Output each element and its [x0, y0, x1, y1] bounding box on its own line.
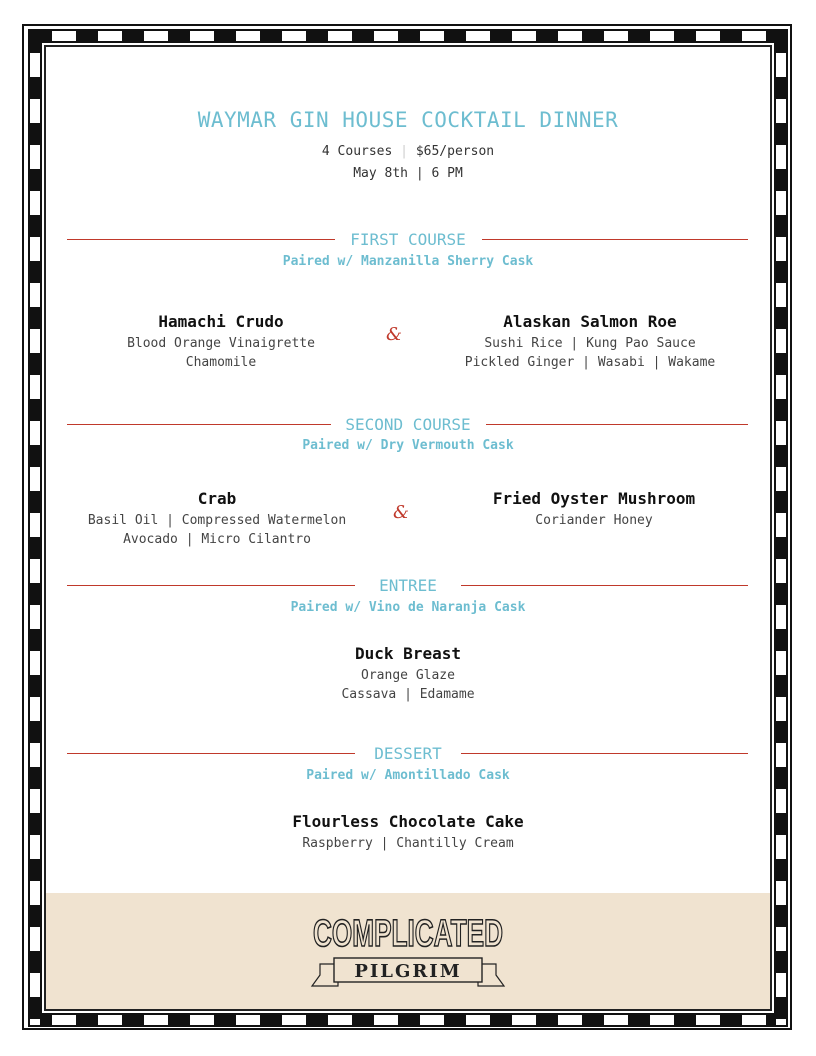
section-pairing: Paired w/ Manzanilla Sherry Cask	[282, 254, 534, 269]
dish	[31, 312, 411, 372]
ampersand: &	[393, 502, 410, 523]
price: $65/person	[415, 144, 495, 159]
dish-description: Basil Oil | Compressed Watermelon	[87, 513, 347, 528]
menu-title: WAYMAR GIN HOUSE COCKTAIL DINNER	[197, 108, 619, 132]
section-heading: DESSERT	[374, 744, 442, 763]
section-pairing: Paired w/ Amontillado Cask	[306, 768, 510, 783]
dish-name: Fried Oyster Mushroom	[492, 489, 696, 508]
svg-text:COMPLICATED: COMPLICATED	[313, 913, 503, 955]
section-heading: FIRST COURSE	[350, 230, 466, 249]
dish	[404, 489, 784, 530]
dish-description: Blood Orange Vinaigrette	[127, 336, 315, 351]
complicated-pilgrim-logo	[308, 908, 508, 992]
dish	[218, 812, 598, 853]
dish-name: Alaskan Salmon Roe	[503, 312, 677, 331]
dish	[400, 312, 780, 372]
ampersand: &	[386, 324, 403, 345]
checker-border-bottom	[28, 1013, 788, 1027]
dish-description: Raspberry | Chantilly Cream	[302, 836, 514, 851]
dish	[27, 489, 410, 549]
dish-description: Orange Glaze	[361, 668, 455, 683]
dish-name: Flourless Chocolate Cake	[292, 812, 524, 831]
section-pairing: Paired w/ Dry Vermouth Cask	[302, 438, 514, 453]
dish-description: Sushi Rice | Kung Pao Sauce	[484, 336, 696, 351]
dish-name: Duck Breast	[355, 644, 461, 663]
section-heading: SECOND COURSE	[345, 415, 471, 434]
section-heading: ENTREE	[379, 576, 437, 595]
svg-text:PILGRIM: PILGRIM	[354, 961, 462, 982]
dish-description: Cassava | Edamame	[341, 687, 475, 702]
dish-name: Hamachi Crudo	[158, 312, 284, 331]
section-pairing: Paired w/ Vino de Naranja Cask	[290, 600, 526, 615]
dish-name: Crab	[197, 489, 237, 508]
dish-description: Chamomile	[185, 355, 257, 370]
dish-description: Coriander Honey	[535, 513, 653, 528]
courses-price	[0, 144, 816, 159]
checker-border-top	[28, 29, 788, 43]
courses-count: 4 Courses	[321, 144, 393, 159]
dish-description: Pickled Ginger | Wasabi | Wakame	[464, 355, 716, 370]
separator: |	[400, 144, 408, 159]
dish-description: Avocado | Micro Cilantro	[123, 532, 311, 547]
dish	[218, 644, 598, 704]
date-time: May 8th | 6 PM	[353, 166, 463, 181]
